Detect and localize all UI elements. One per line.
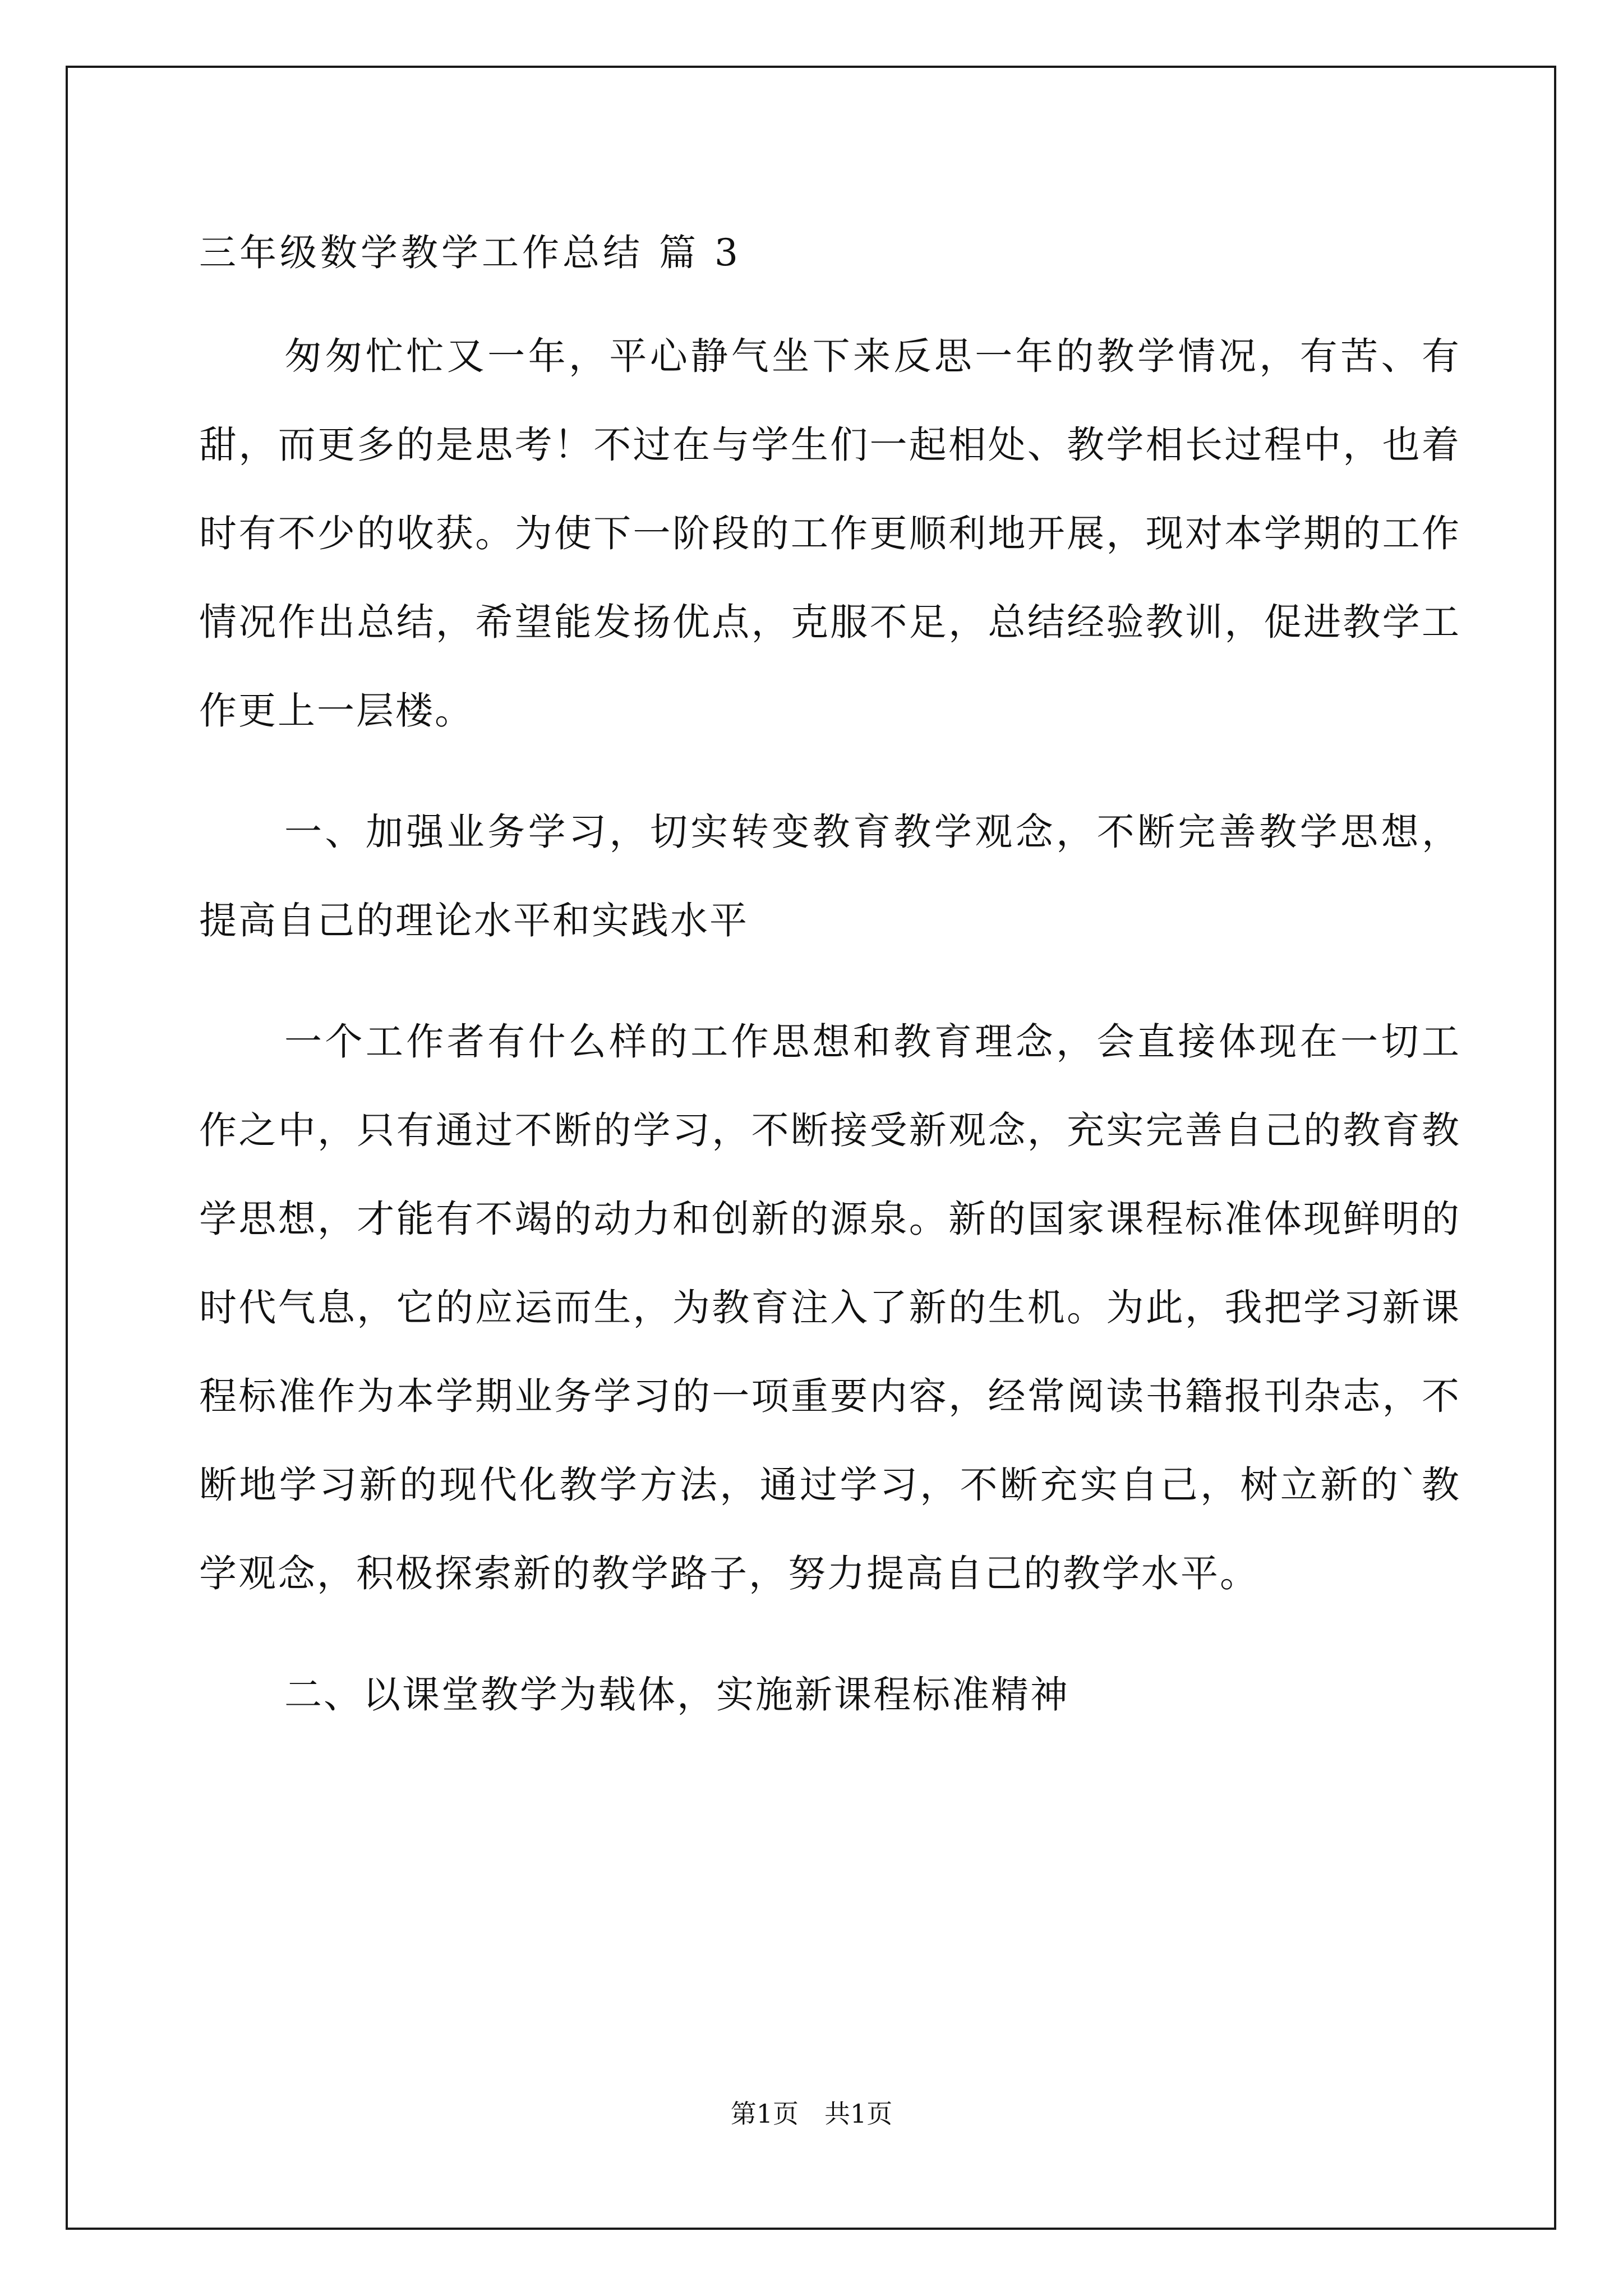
title-suffix: 篇 3 [659,231,741,274]
document-title [199,223,1461,283]
paragraph-intro: 匆匆忙忙又一年，平心静气坐下来反思一年的教学情况，有苦、有甜，而更多的是思考！不过在与学生们一起相处、教学相长过程中，也着时有不少的收获。为使下一阶段的工作更顺利地开展，现对本学期的工作情况作出总结，希望能发扬优点，克服不足，总结经验教训，促进教学工作更上一层楼。 [199,334,1461,733]
paragraph-body-one: 一个工作者有什么样的工作思想和教育理念，会直接体现在一切工作之中，只有通过不断的学习，不断接受新观念，充实完善自己的教育教学思想，才能有不竭的动力和创新的源泉。新的国家课程标准体现鲜明的时代气息，它的应运而生，为教育注入了新的生机。为此，我把学习新课程标准作为本学期业务学习的一项重要内容，经常阅读书籍报刊杂志，不断地学习新的现代化教学方法，通过学习，不断充实自己，树立新的`教学观念，积极探索新的教学路子，努力提高自己的教学水平。 [199,1020,1461,1595]
document-body [199,223,1461,1739]
page-number: 第1页 [730,2099,799,2129]
title-text: 三年级数学教学工作总结 [199,231,643,274]
paragraph-heading-two: 二、以课堂教学为载体，实施新课程标准精神 [284,1673,1069,1717]
paragraph-heading-one: 一、加强业务学习，切实转变教育教学观念，不断完善教学思想，提高自己的理论水平和实践水平 [199,810,1461,942]
page-total: 共1页 [824,2099,893,2129]
page-footer [0,2097,1623,2131]
